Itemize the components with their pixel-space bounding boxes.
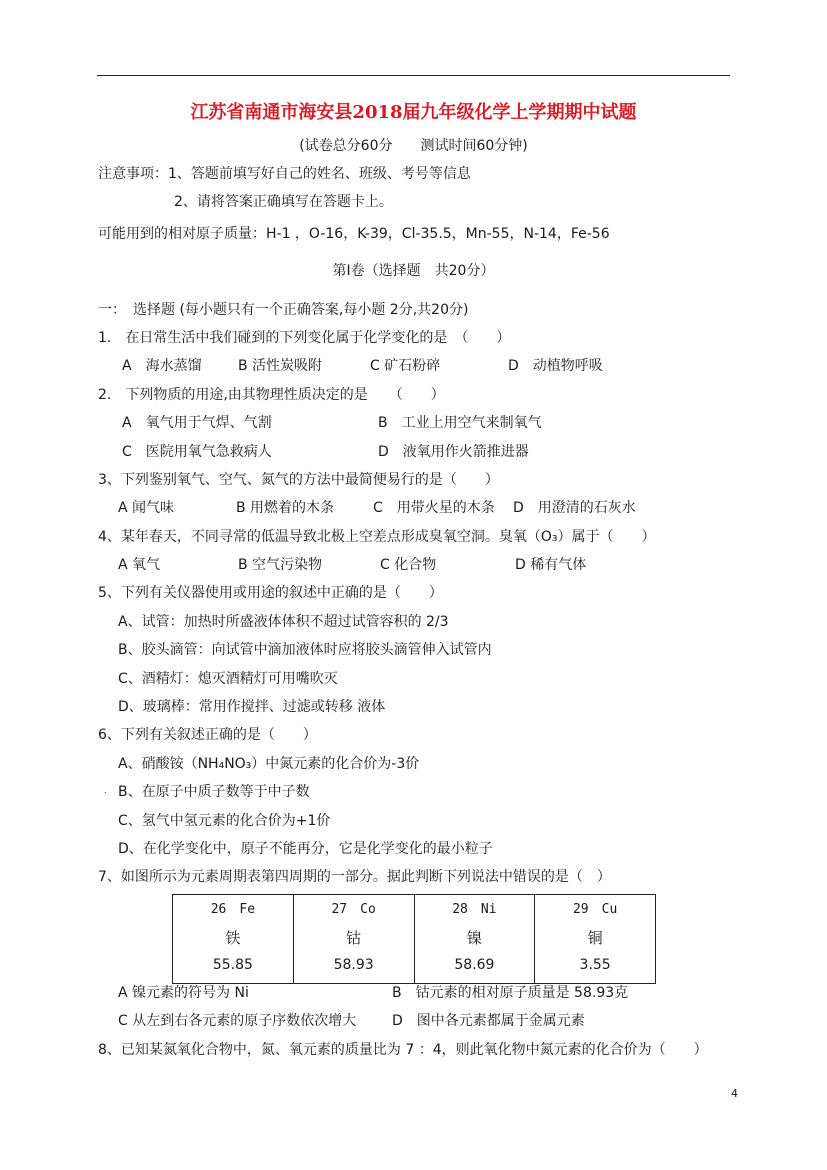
- element-mass: 58.93: [333, 957, 374, 973]
- q5-option-d: D、玻璃棒：常用作搅拌、过滤或转移 液体: [118, 699, 386, 715]
- element-cell-ni: [414, 895, 535, 984]
- element-cell-cu: [535, 895, 656, 984]
- element-name: 镍: [466, 929, 482, 947]
- question-6-stem: 6、下列有关叙述正确的是（ ）: [98, 727, 317, 743]
- page-number: 4: [731, 1087, 738, 1100]
- question-2-stem: 2. 下列物质的用途,由其物理性质决定的是 （ ）: [98, 387, 445, 403]
- question-8-stem: 8、已知某氮氧化合物中，氮、氧元素的质量比为 7 ：4，则此氧化物中氮元素的化合价为（ ）: [98, 1042, 708, 1058]
- q4-option-a: A 氧气: [118, 557, 161, 573]
- notes-line-2: 2、请将答案正确填写在答题卡上。: [174, 194, 393, 210]
- element-number-symbol: 26 Fe: [210, 902, 256, 917]
- q1-option-c: C 矿石粉碎: [370, 358, 441, 374]
- part1-heading: 一： 选择题 (每小题只有一个正确答案,每小题 2分,共20分): [98, 302, 469, 318]
- element-number-symbol: 28 Ni: [452, 902, 497, 917]
- stray-mark: .: [104, 786, 107, 795]
- subtitle: (试卷总分60分 测试时间60分钟): [299, 138, 528, 154]
- element-cell-fe: [173, 895, 294, 984]
- element-name: 铁: [225, 929, 241, 947]
- q2-option-b: B 工业上用空气来制氧气: [378, 415, 542, 431]
- q6-option-c: C、氢气中氢元素的化合价为+1价: [118, 813, 331, 829]
- element-number-symbol: 29 Cu: [572, 902, 618, 917]
- element-mass: 3.55: [579, 957, 611, 973]
- document-title: 江苏省南通市海安县2018届九年级化学上学期期中试题: [190, 102, 637, 123]
- element-mass: 58.69: [454, 957, 495, 973]
- notes-line-1: 注意事项：1、答题前填写好自己的姓名、班级、考号等信息: [98, 166, 471, 182]
- element-name: 铜: [587, 929, 603, 947]
- question-7-stem: 7、如图所示为元素周期表第四周期的一部分。据此判断下列说法中错误的是（ ）: [98, 869, 611, 885]
- q4-option-b: B 空气污染物: [238, 557, 323, 573]
- question-1-stem: 1. 在日常生活中我们碰到的下列变化属于化学变化的是 （ ）: [98, 330, 511, 346]
- q3-option-d: D 用澄清的石灰水: [513, 500, 636, 516]
- element-number-symbol: 27 Co: [331, 902, 376, 917]
- q7-option-a: A 镍元素的符号为 Ni: [118, 985, 249, 1001]
- periodic-table-excerpt: [172, 894, 656, 984]
- question-4-stem: 4、某年春天，不同寻常的低温导致北极上空差点形成臭氧空洞。臭氧（O₃）属于（ ）: [98, 529, 656, 545]
- atomic-masses: 可能用到的相对原子质量：H-1 ，O-16，K-39，Cl-35.5，Mn-55，N-14，Fe-56: [98, 226, 610, 242]
- element-mass: 55.85: [212, 957, 253, 973]
- q1-option-d: D 动植物呼吸: [508, 358, 603, 374]
- header-rule: [97, 75, 730, 76]
- q6-option-d: D、在化学变化中，原子不能再分，它是化学变化的最小粒子: [118, 841, 493, 857]
- q4-option-d: D 稀有气体: [515, 557, 587, 573]
- q5-option-b: B、胶头滴管：向试管中滴加液体时应将胶头滴管伸入试管内: [118, 642, 492, 658]
- q5-option-a: A、试管：加热时所盛液体体积不超过试管容积的 2/3: [118, 614, 449, 630]
- element-cell-co: [293, 895, 414, 984]
- q2-option-a: A 氧气用于气焊、气割: [122, 415, 272, 431]
- element-name: 钴: [346, 929, 362, 947]
- question-5-stem: 5、下列有关仪器使用或用途的叙述中正确的是（ ）: [98, 585, 443, 601]
- q2-option-c: C 医院用氧气急救病人: [122, 444, 272, 460]
- q5-option-c: C、酒精灯：熄灭酒精灯可用嘴吹灭: [118, 671, 338, 687]
- q7-option-c: C 从左到右各元素的原子序数依次增大: [118, 1013, 357, 1029]
- q1-option-a: A 海水蒸馏: [122, 358, 202, 374]
- q3-option-c: C 用带火星的木条: [373, 500, 495, 516]
- q6-option-b: B、在原子中质子数等于中子数: [118, 784, 310, 800]
- q2-option-d: D 液氧用作火箭推进器: [378, 444, 529, 460]
- q3-option-a: A 闻气味: [118, 500, 175, 516]
- q6-option-a: A、硝酸铵（NH₄NO₃）中氮元素的化合价为-3价: [118, 756, 420, 772]
- q7-option-d: D 图中各元素都属于金属元素: [392, 1013, 585, 1029]
- question-3-stem: 3、下列鉴别氧气、空气、氮气的方法中最简便易行的是（ ）: [98, 472, 499, 488]
- q1-option-b: B 活性炭吸附: [238, 358, 323, 374]
- q4-option-c: C 化合物: [380, 557, 437, 573]
- section-title: 第Ⅰ卷（选择题 共20分）: [332, 263, 495, 279]
- q3-option-b: B 用燃着的木条: [236, 500, 335, 516]
- q7-option-b: B 钴元素的相对原子质量是 58.93克: [392, 985, 629, 1001]
